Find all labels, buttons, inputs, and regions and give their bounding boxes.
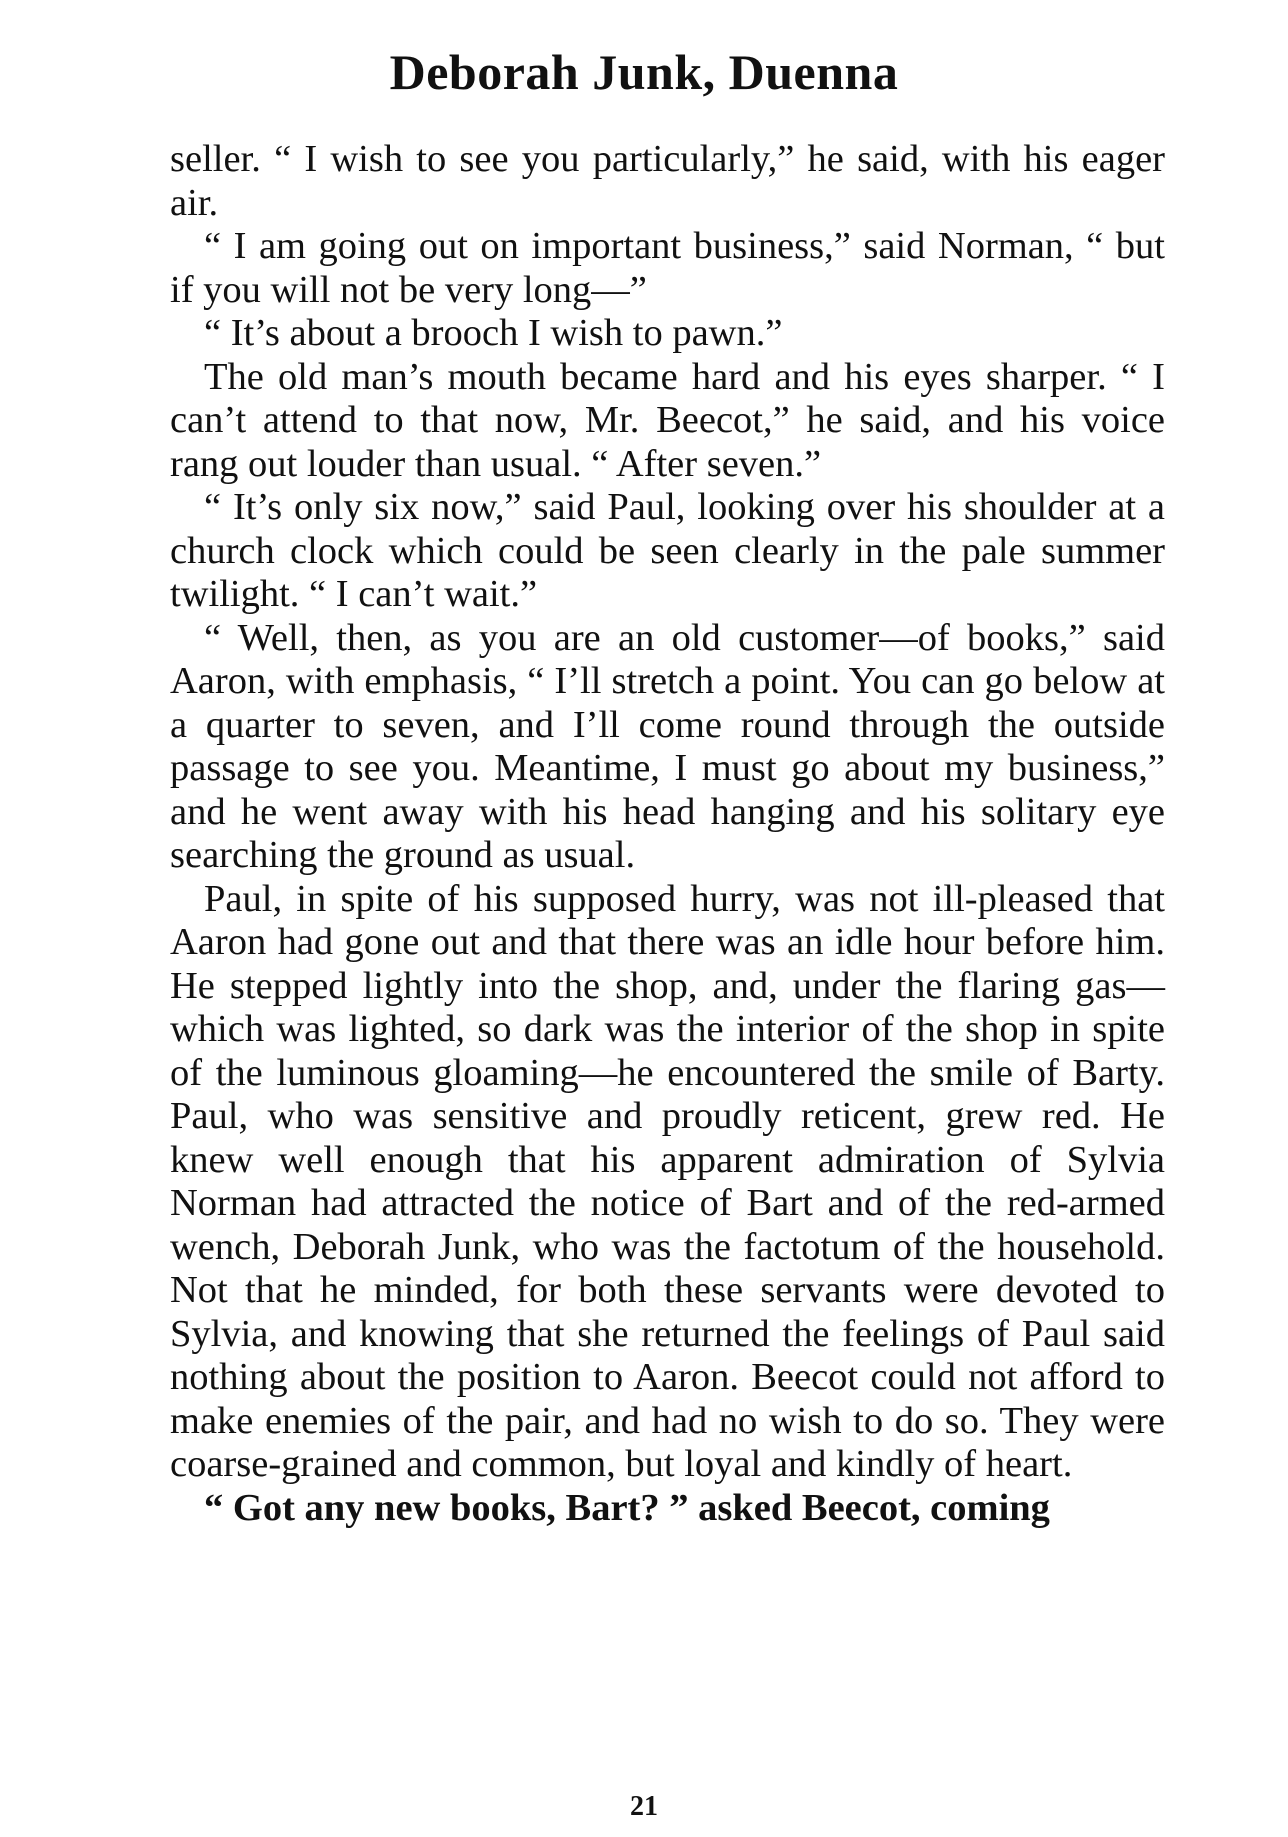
paragraph: “ Got any new books, Bart? ” asked Beecot, coming	[204, 1486, 1050, 1529]
body-text	[170, 138, 1165, 1530]
paragraph: The old man’s mouth became hard and his eyes sharper. “ I can’t attend to that now, Mr. Beecot,” he said, and his voice rang out louder than usual. “ After seven.”	[170, 355, 1165, 485]
paragraph: seller. “ I wish to see you particularly,” he said, with his eager air.	[170, 138, 1165, 224]
paragraph: “ It’s about a brooch I wish to pawn.”	[204, 312, 783, 354]
running-head: Deborah Junk, Duenna	[389, 44, 899, 100]
paragraph: “ I am going out on important business,” said Norman, “ but if you will not be very long—”	[170, 225, 1165, 311]
page-number: 21	[630, 1791, 658, 1822]
paragraph: “ Well, then, as you are an old customer—of books,” said Aaron, with emphasis, “ I’ll stretch a point. You can go below at a quarter to seven, and I’ll come round through the outside passage to see you. Meantime, I must go about my business,” and he went away with his head hanging and his solitary eye searching the ground as usual.	[170, 616, 1165, 876]
paragraph: “ It’s only six now,” said Paul, looking over his shoulder at a church clock which could be seen clearly in the pale summer twilight. “ I can’t wait.”	[170, 486, 1165, 615]
paragraph: Paul, in spite of his supposed hurry, was not ill-pleased that Aaron had gone out and that there was an idle hour before him. He stepped lightly into the shop, and, under the flaring gas—which was lighted, so dark was the interior of the shop in spite of the luminous gloaming—he encountered the smile of Barty. Paul, who was sensitive and proudly reticent, grew red. He knew well enough that his apparent admiration of Sylvia Norman had attracted the notice of Bart and of the red-armed wench, Deborah Junk, who was the factotum of the household. Not that he minded, for both these servants were devoted to Sylvia, and knowing that she returned the feelings of Paul said nothing about the position to Aaron. Beecot could not afford to make enemies of the pair, and had no wish to do so. They were coarse-grained and common, but loyal and kindly of heart.	[170, 877, 1165, 1485]
